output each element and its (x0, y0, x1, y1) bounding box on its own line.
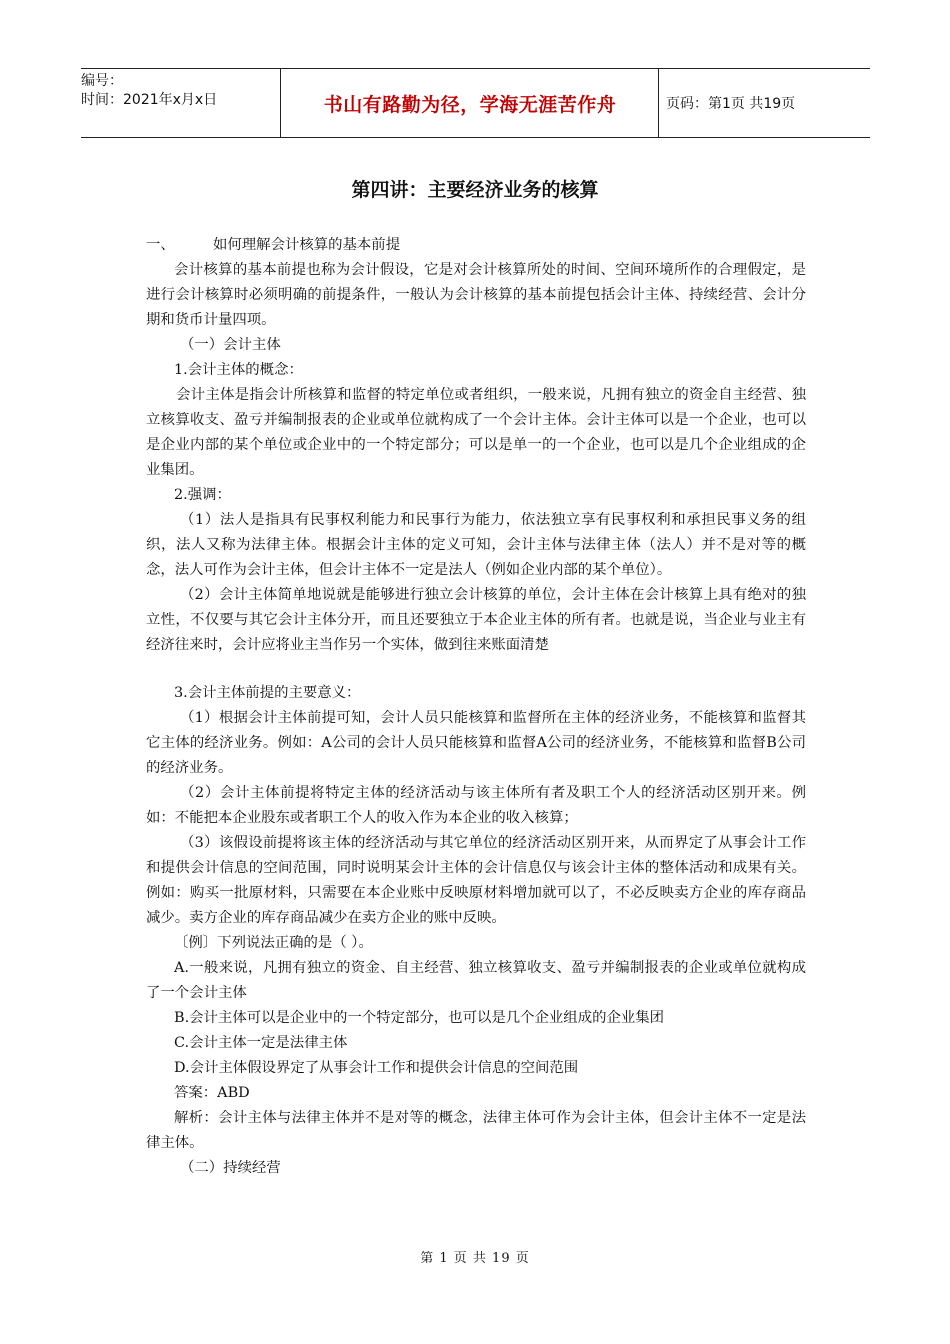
answer: 答案：ABD (174, 1085, 250, 1101)
page-footer: 第 1 页 共 19 页 (420, 1251, 530, 1266)
header-box (81, 68, 870, 138)
paragraph: （1）法人是指具有民事权利能力和民事行为能力，依法独立享有民事权利和承担民事义务的组织，法人又称为法律主体。根据会计主体的定义可知，会计主体与法律主体（法人）并不是对等的概念，法人可作为会计主体，但会计主体不一定是法人（例如企业内部的某个单位）。 (146, 512, 806, 578)
paragraph: （2）会计主体简单地说就是能够进行独立会计核算的单位，会计主体在会计核算上具有绝对的独立性，不仅要与其它会计主体分开，而且还要独立于本企业主体的所有者。也就是说，当企业与业主有经济往来时，会计应将业主当作另一个实体，做到往来账面清楚 (146, 587, 806, 653)
option-a: A.一般来说，凡拥有独立的资金、自主经营、独立核算收支、盈亏并编制报表的企业或单位就构成了一个会计主体 (146, 960, 806, 1001)
paragraph: 会计主体是指会计所核算和监督的特定单位或者组织，一般来说，凡拥有独立的资金自主经营、独立核算收支、盈亏并编制报表的企业或单位就构成了一个会计主体。会计主体可以是一个企业，也可以是企业内部的某个单位或企业中的一个特定部分；可以是单一的一个企业，也可以是几个企业组成的企业集团。 (146, 387, 806, 478)
document-body (146, 233, 806, 1181)
section-number: 一、 (146, 237, 175, 253)
paragraph: 会计核算的基本前提也称为会计假设，它是对会计核算所处的时间、空间环境所作的合理假定，是进行会计核算时必须明确的前提条件，一般认为会计核算的基本前提包括会计主体、持续经营、会计分期和货币计量四项。 (146, 262, 806, 328)
subheading: 2.强调： (174, 487, 231, 503)
paragraph: （3）该假设前提将该主体的经济活动与其它单位的经济活动区别开来，从而界定了从事会计工作和提供会计信息的空间范围，同时说明某会计主体的会计信息仅与该会计主体的整体活动和成果有关。例如：购买一批原材料，只需要在本企业账中反映原材料增加就可以了，不必反映卖方企业的库存商品减少。卖方企业的库存商品减少在卖方企业的账中反映。 (146, 835, 806, 926)
subheading: 1.会计主体的概念： (174, 362, 303, 378)
option-c: C.会计主体一定是法律主体 (174, 1035, 348, 1051)
header-page-label: 页码：第1页 共19页 (666, 96, 796, 112)
number-label: 编号： (81, 73, 123, 89)
header-motto: 书山有路勤为径，学海无涯苦作舟 (282, 69, 659, 137)
example-question: 〔例〕下列说法正确的是（ ）。 (174, 935, 373, 951)
option-b: B.会计主体可以是企业中的一个特定部分，也可以是几个企业组成的企业集团 (174, 1010, 665, 1026)
section-title: 如何理解会计核算的基本前提 (213, 237, 401, 253)
spacer (146, 658, 806, 681)
subheading: （一）会计主体 (180, 337, 281, 353)
time-label: 时间：2021年x月x日 (81, 92, 218, 108)
option-d: D.会计主体假设界定了从事会计工作和提供会计信息的空间范围 (174, 1060, 579, 1076)
subheading: 3.会计主体前提的主要意义： (174, 685, 361, 701)
explanation: 解析：会计主体与法律主体并不是对等的概念，法律主体可作为会计主体，但会计主体不一定是法律主体。 (146, 1110, 806, 1151)
paragraph: （2）会计主体前提将特定主体的经济活动与该主体所有者及职工个人的经济活动区别开来。例如：不能把本企业股东或者职工个人的收入作为本企业的收入核算； (146, 785, 806, 826)
header-meta (81, 69, 281, 137)
page-title: 第四讲：主要经济业务的核算 (351, 179, 599, 201)
subheading: （二）持续经营 (180, 1160, 281, 1176)
section-heading (146, 233, 806, 258)
paragraph: （1）根据会计主体前提可知，会计人员只能核算和监督所在主体的经济业务，不能核算和监督其它主体的经济业务。例如：A公司的会计人员只能核算和监督A公司的经济业务，不能核算和监督B公司的经济业务。 (146, 710, 806, 776)
